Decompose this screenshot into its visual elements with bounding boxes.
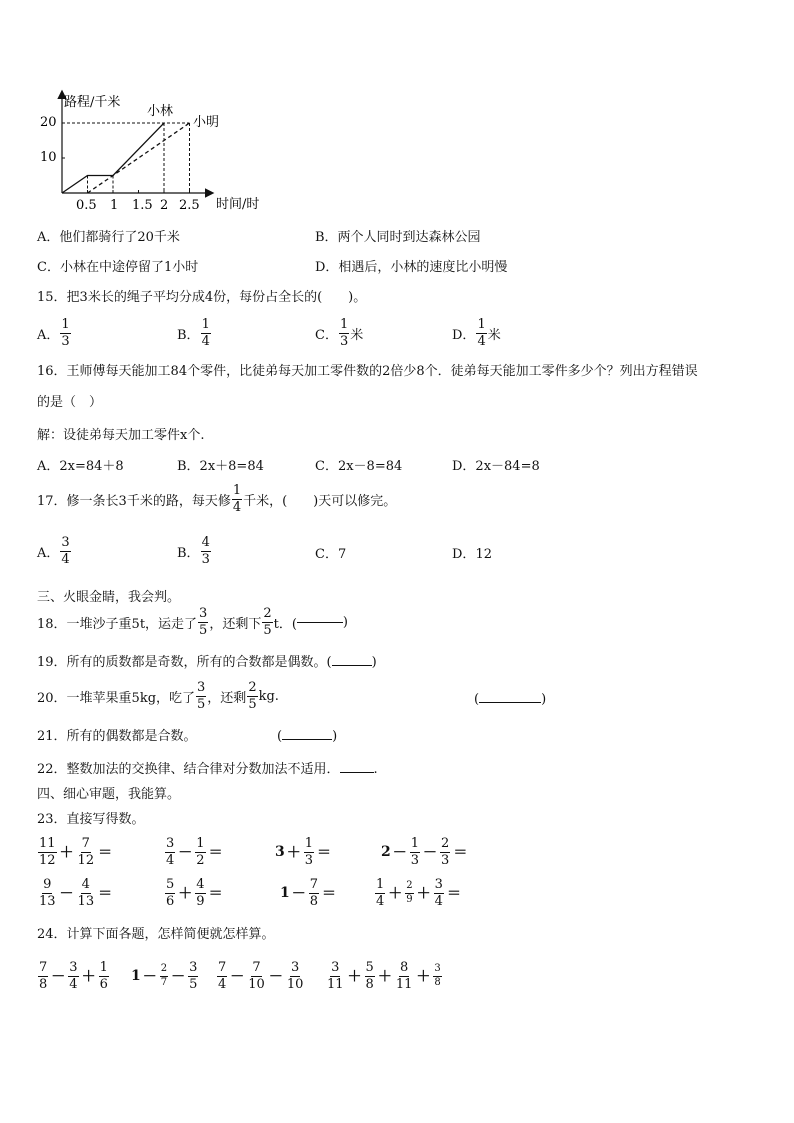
q16-option-c: C．2x－8=84 bbox=[315, 459, 403, 474]
q14-option-d: D．相遇后，小林的速度比小明慢 bbox=[315, 260, 508, 275]
q23-expr-1: $\frac{11}{12}$ ＋ $\frac{7}{12}$ ＝ bbox=[39, 836, 113, 868]
q20-answer-blank[interactable] bbox=[479, 702, 541, 703]
q17-option-b: B． $\frac{4}{3}$ bbox=[177, 535, 210, 567]
x-tick-2: 2 bbox=[160, 198, 169, 213]
series-label-xiaolin: 小林 bbox=[147, 104, 174, 119]
q23-expr-4: 2 － $\frac{1}{3}$ － $\frac{2}{3}$ ＝ bbox=[381, 836, 468, 868]
y-tick-10: 10 bbox=[40, 150, 57, 165]
q21-answer-blank[interactable] bbox=[282, 739, 332, 740]
q24-expr-4: $\frac{3}{11}$ ＋ $\frac{5}{8}$ ＋ $\frac{8}{11}$ ＋ $\frac{3}{8}$ bbox=[327, 960, 441, 992]
q23-expr-5: $\frac{9}{13}$ － $\frac{4}{13}$ ＝ bbox=[39, 877, 113, 909]
q16-solution: 解：设徒弟每天加工零件x个. bbox=[37, 428, 205, 443]
q17-option-d: D．12 bbox=[452, 547, 492, 562]
q19: 19．所有的质数都是奇数，所有的合数都是偶数。( ) bbox=[37, 655, 377, 670]
y-tick-20: 20 bbox=[40, 115, 57, 130]
q16-option-b: B．2x＋8=84 bbox=[177, 459, 264, 474]
series-label-xiaoming: 小明 bbox=[193, 115, 220, 130]
q17-stem: 17．修一条长3千米的路，每天修 $\frac{1}{4}$ 千米，( )天可以修完。 bbox=[37, 483, 397, 515]
q14-option-a: A．他们都骑行了20千米 bbox=[37, 230, 180, 245]
q18: 18．一堆沙子重5t，运走了 $\frac{3}{5}$ ，还剩下 $\frac{2}{5}$ t．( ) bbox=[37, 606, 348, 638]
x-axis-label: 时间/时 bbox=[216, 197, 260, 212]
section-4-title: 四、细心审题，我能算。 bbox=[37, 787, 181, 802]
series-line-1 bbox=[88, 123, 190, 193]
distance-time-chart bbox=[30, 86, 280, 216]
q16-option-d: D．2x－84=8 bbox=[452, 459, 540, 474]
q24-expr-1: $\frac{7}{8}$ － $\frac{3}{4}$ ＋ $\frac{1}{6}$ bbox=[39, 960, 108, 992]
q22: 22．整数加法的交换律、结合律对分数加法不适用． . bbox=[37, 762, 378, 777]
q24-title: 24．计算下面各题，怎样简便就怎样算。 bbox=[37, 927, 275, 942]
q24-expr-2: 1 － $\frac{2}{7}$ － $\frac{3}{5}$ bbox=[131, 960, 198, 992]
x-tick-2.5: 2.5 bbox=[179, 198, 200, 213]
q22-answer-blank[interactable] bbox=[340, 772, 374, 773]
q15-stem: 15．把3米长的绳子平均分成4份，每份占全长的( )。 bbox=[37, 290, 367, 305]
x-tick-0.5: 0.5 bbox=[76, 198, 97, 213]
q16-stem-line2: 的是（ ） bbox=[37, 395, 103, 410]
q19-answer-blank[interactable] bbox=[332, 665, 372, 666]
q20-answer: ( ) bbox=[474, 692, 547, 707]
q20: 20．一堆苹果重5kg，吃了 $\frac{3}{5}$ ，还剩 $\frac{2}{5}$ kg. bbox=[37, 680, 279, 712]
q15-option-d: D． $\frac{1}{4}$ 米 bbox=[452, 317, 501, 349]
x-tick-1.5: 1.5 bbox=[132, 198, 153, 213]
q15-option-b: B． $\frac{1}{4}$ bbox=[177, 317, 210, 349]
q21: 21．所有的偶数都是合数。 bbox=[37, 729, 197, 744]
q17-option-a: A． $\frac{3}{4}$ bbox=[37, 535, 70, 567]
q23-expr-7: 1 － $\frac{7}{8}$ ＝ bbox=[280, 877, 337, 909]
q17-option-c: C．7 bbox=[315, 547, 347, 562]
q21-answer: ( ) bbox=[277, 729, 338, 744]
x-tick-1: 1 bbox=[110, 198, 119, 213]
q23-expr-2: $\frac{3}{4}$ － $\frac{1}{2}$ ＝ bbox=[166, 836, 223, 868]
section-3-title: 三、火眼金睛，我会判。 bbox=[37, 590, 181, 605]
q18-answer-blank[interactable] bbox=[297, 622, 343, 623]
q14-option-c: C．小林在中途停留了1小时 bbox=[37, 260, 199, 275]
q15-option-a: A． $\frac{1}{3}$ bbox=[37, 317, 70, 349]
q23-expr-8: $\frac{1}{4}$ ＋ $\frac{2}{9}$ ＋ $\frac{3}{4}$ ＝ bbox=[376, 877, 461, 909]
q14-option-b: B．两个人同时到达森林公园 bbox=[315, 230, 481, 245]
q23-expr-6: $\frac{5}{6}$ ＋ $\frac{4}{9}$ ＝ bbox=[166, 877, 223, 909]
y-axis-label: 路程/千米 bbox=[64, 95, 121, 110]
q23-title: 23．直接写得数。 bbox=[37, 812, 145, 827]
q23-expr-3: 3 ＋ $\frac{1}{3}$ ＝ bbox=[275, 836, 332, 868]
q16-option-a: A．2x=84＋8 bbox=[37, 459, 124, 474]
q16-stem-line1: 16．王师傅每天能加工84个零件，比徒弟每天加工零件数的2倍少8个．徒弟每天能加工零件多少个？列出方程错误 bbox=[37, 364, 698, 379]
q24-expr-3: $\frac{7}{4}$ － $\frac{7}{10}$ － $\frac{3}{10}$ bbox=[218, 960, 304, 992]
q15-option-c: C． $\frac{1}{3}$ 米 bbox=[315, 317, 364, 349]
